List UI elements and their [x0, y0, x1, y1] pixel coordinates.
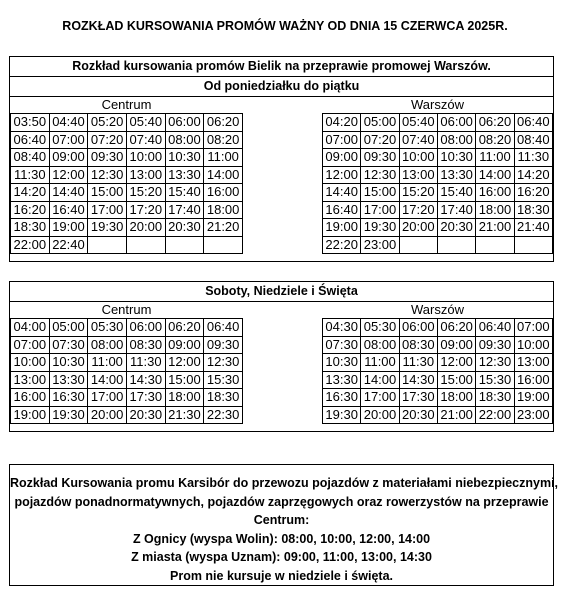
- time-cell: 13:30: [49, 371, 88, 389]
- time-cell: 19:30: [323, 406, 361, 424]
- weekend-schedule: [9, 281, 554, 432]
- time-cell: 04:00: [11, 319, 50, 337]
- time-cell: 06:00: [437, 114, 475, 132]
- time-cell: 11:30: [399, 354, 437, 372]
- time-cell: 10:00: [399, 149, 437, 167]
- time-cell: 08:00: [361, 336, 399, 354]
- table-row: [323, 406, 553, 424]
- time-cell: 07:20: [88, 131, 127, 149]
- time-cell: 19:00: [323, 219, 361, 237]
- time-cell: 08:40: [514, 131, 552, 149]
- time-cell: 15:00: [165, 371, 204, 389]
- time-cell: [476, 236, 514, 254]
- time-cell: 18:30: [514, 201, 552, 219]
- weekday-right-table: [322, 113, 553, 254]
- time-cell: 06:40: [204, 319, 243, 337]
- time-cell: 09:30: [204, 336, 243, 354]
- time-cell: 05:30: [361, 319, 399, 337]
- time-cell: 12:30: [88, 166, 127, 184]
- time-cell: 13:00: [514, 354, 552, 372]
- time-cell: 05:40: [399, 114, 437, 132]
- time-cell: 08:40: [11, 149, 50, 167]
- time-cell: 06:20: [437, 319, 475, 337]
- time-cell: 19:30: [361, 219, 399, 237]
- time-cell: 04:20: [323, 114, 361, 132]
- time-cell: 15:30: [204, 371, 243, 389]
- table-row: [11, 354, 243, 372]
- table-row: [323, 201, 553, 219]
- table-row: [11, 389, 243, 407]
- time-cell: 20:30: [399, 406, 437, 424]
- weekday-period: Od poniedziałku do piątku: [10, 77, 553, 97]
- time-cell: 12:30: [204, 354, 243, 372]
- time-cell: 18:00: [437, 389, 475, 407]
- time-cell: 16:20: [514, 184, 552, 202]
- time-cell: 10:30: [323, 354, 361, 372]
- time-cell: 07:00: [514, 319, 552, 337]
- weekday-left-label: Centrum: [101, 97, 152, 112]
- time-cell: 13:30: [437, 166, 475, 184]
- time-cell: 10:30: [165, 149, 204, 167]
- time-cell: 11:00: [476, 149, 514, 167]
- time-cell: 16:30: [323, 389, 361, 407]
- time-cell: [126, 236, 165, 254]
- time-cell: 14:00: [88, 371, 127, 389]
- time-cell: 07:40: [126, 131, 165, 149]
- time-cell: 09:30: [88, 149, 127, 167]
- time-cell: 20:30: [126, 406, 165, 424]
- time-cell: 18:00: [476, 201, 514, 219]
- time-cell: 14:40: [323, 184, 361, 202]
- time-cell: 09:30: [476, 336, 514, 354]
- time-cell: 22:40: [49, 236, 88, 254]
- time-cell: 07:30: [49, 336, 88, 354]
- time-cell: 06:20: [165, 319, 204, 337]
- time-cell: 06:00: [165, 114, 204, 132]
- time-cell: 15:00: [361, 184, 399, 202]
- table-row: [323, 354, 553, 372]
- time-cell: 15:20: [126, 184, 165, 202]
- time-cell: 04:40: [49, 114, 88, 132]
- table-row: [323, 166, 553, 184]
- time-cell: 16:00: [11, 389, 50, 407]
- time-cell: 11:00: [88, 354, 127, 372]
- weekend-right-label: Warszów: [411, 302, 464, 317]
- time-cell: 06:20: [476, 114, 514, 132]
- time-cell: 13:30: [165, 166, 204, 184]
- weekend-columns: [10, 302, 553, 430]
- time-cell: 18:00: [165, 389, 204, 407]
- time-cell: 10:00: [11, 354, 50, 372]
- time-cell: 12:00: [49, 166, 88, 184]
- time-cell: 21:00: [437, 406, 475, 424]
- time-cell: 14:40: [49, 184, 88, 202]
- time-cell: 14:30: [399, 371, 437, 389]
- time-cell: 05:20: [88, 114, 127, 132]
- time-cell: 23:00: [361, 236, 399, 254]
- time-cell: 14:20: [514, 166, 552, 184]
- time-cell: 19:30: [49, 406, 88, 424]
- karsibor-line-6: Prom nie kursuje w niedziele i święta.: [170, 568, 393, 583]
- time-cell: 03:50: [11, 114, 50, 132]
- time-cell: 17:00: [361, 389, 399, 407]
- time-cell: 21:40: [514, 219, 552, 237]
- time-cell: 14:20: [11, 184, 50, 202]
- time-cell: 15:00: [437, 371, 475, 389]
- time-cell: 07:00: [323, 131, 361, 149]
- time-cell: 08:20: [204, 131, 243, 149]
- time-cell: 08:20: [476, 131, 514, 149]
- time-cell: 17:40: [437, 201, 475, 219]
- time-cell: 09:30: [361, 149, 399, 167]
- time-cell: 11:30: [126, 354, 165, 372]
- time-cell: 12:00: [437, 354, 475, 372]
- time-cell: 16:40: [323, 201, 361, 219]
- time-cell: 13:30: [323, 371, 361, 389]
- time-cell: 09:00: [323, 149, 361, 167]
- time-cell: 13:00: [126, 166, 165, 184]
- time-cell: 12:30: [361, 166, 399, 184]
- time-cell: 19:00: [514, 389, 552, 407]
- weekend-period: Soboty, Niedziele i Święta: [10, 282, 553, 302]
- time-cell: 07:40: [399, 131, 437, 149]
- table-row: [11, 319, 243, 337]
- time-cell: 12:00: [323, 166, 361, 184]
- time-cell: 05:00: [49, 319, 88, 337]
- time-cell: 07:20: [361, 131, 399, 149]
- table-row: [11, 166, 243, 184]
- table-row: [323, 114, 553, 132]
- page-title: ROZKŁAD KURSOWANIA PROMÓW WAŻNY OD DNIA 15 CZERWCA 2025R.: [62, 19, 508, 33]
- time-cell: 20:30: [437, 219, 475, 237]
- time-cell: 22:20: [323, 236, 361, 254]
- time-cell: [514, 236, 552, 254]
- time-cell: 17:00: [361, 201, 399, 219]
- time-cell: 09:00: [437, 336, 475, 354]
- time-cell: 08:30: [399, 336, 437, 354]
- time-cell: 07:30: [323, 336, 361, 354]
- karsibor-line-2: pojazdów ponadnormatywnych, pojazdów zaprzęgowych oraz rowerzystów na przeprawie: [14, 494, 549, 509]
- time-cell: 17:40: [165, 201, 204, 219]
- time-cell: 15:40: [437, 184, 475, 202]
- time-cell: 10:30: [49, 354, 88, 372]
- time-cell: 21:00: [476, 219, 514, 237]
- time-cell: 19:00: [49, 219, 88, 237]
- weekday-columns: [10, 97, 553, 261]
- time-cell: 16:20: [11, 201, 50, 219]
- time-cell: 13:00: [11, 371, 50, 389]
- time-cell: 22:00: [11, 236, 50, 254]
- weekday-schedule: [9, 56, 554, 262]
- time-cell: 18:00: [204, 201, 243, 219]
- time-cell: 10:00: [514, 336, 552, 354]
- time-cell: 05:40: [126, 114, 165, 132]
- time-cell: 05:30: [88, 319, 127, 337]
- time-cell: 11:30: [11, 166, 50, 184]
- table-row: [11, 131, 243, 149]
- weekday-header: Rozkład kursowania promów Bielik na przeprawie promowej Warszów.: [10, 57, 553, 77]
- weekend-left-table: [10, 318, 243, 424]
- time-cell: 14:00: [476, 166, 514, 184]
- time-cell: 20:30: [165, 219, 204, 237]
- time-cell: 16:00: [204, 184, 243, 202]
- karsibor-line-4: Z Ognicy (wyspa Wolin): 08:00, 10:00, 12:00, 14:00: [132, 531, 431, 546]
- time-cell: 21:20: [204, 219, 243, 237]
- time-cell: 08:00: [437, 131, 475, 149]
- time-cell: 20:00: [126, 219, 165, 237]
- table-row: [11, 201, 243, 219]
- time-cell: 21:30: [165, 406, 204, 424]
- time-cell: 11:00: [361, 354, 399, 372]
- time-cell: 18:30: [204, 389, 243, 407]
- weekend-left-label: Centrum: [101, 302, 152, 317]
- time-cell: 19:30: [88, 219, 127, 237]
- table-row: [323, 219, 553, 237]
- time-cell: 17:00: [88, 201, 127, 219]
- time-cell: 17:00: [88, 389, 127, 407]
- time-cell: 14:00: [204, 166, 243, 184]
- table-row: [323, 149, 553, 167]
- table-row: [11, 336, 243, 354]
- time-cell: 10:00: [126, 149, 165, 167]
- time-cell: 15:30: [476, 371, 514, 389]
- time-cell: 10:30: [437, 149, 475, 167]
- time-cell: 06:00: [399, 319, 437, 337]
- time-cell: 17:30: [126, 389, 165, 407]
- time-cell: 15:20: [399, 184, 437, 202]
- table-row: [323, 184, 553, 202]
- time-cell: [437, 236, 475, 254]
- time-cell: 17:30: [399, 389, 437, 407]
- time-cell: 12:30: [476, 354, 514, 372]
- time-cell: 18:30: [476, 389, 514, 407]
- time-cell: 13:00: [399, 166, 437, 184]
- time-cell: 20:00: [399, 219, 437, 237]
- time-cell: 08:00: [88, 336, 127, 354]
- table-row: [11, 184, 243, 202]
- karsibor-line-5: Z miasta (wyspa Uznam): 09:00, 11:00, 13:00, 14:30: [131, 550, 432, 564]
- time-cell: 09:00: [165, 336, 204, 354]
- time-cell: 11:00: [204, 149, 243, 167]
- time-cell: 07:00: [11, 336, 50, 354]
- time-cell: 12:00: [165, 354, 204, 372]
- time-cell: 16:00: [514, 371, 552, 389]
- time-cell: 20:00: [361, 406, 399, 424]
- time-cell: 08:00: [165, 131, 204, 149]
- time-cell: 17:20: [126, 201, 165, 219]
- time-cell: 14:30: [126, 371, 165, 389]
- time-cell: 06:40: [476, 319, 514, 337]
- time-cell: 14:00: [361, 371, 399, 389]
- table-row: [11, 219, 243, 237]
- table-row: [323, 319, 553, 337]
- time-cell: 05:00: [361, 114, 399, 132]
- table-row: [323, 131, 553, 149]
- time-cell: 11:30: [514, 149, 552, 167]
- time-cell: 06:40: [11, 131, 50, 149]
- time-cell: 15:40: [165, 184, 204, 202]
- time-cell: 06:40: [514, 114, 552, 132]
- karsibor-info: [9, 464, 559, 586]
- time-cell: 22:00: [476, 406, 514, 424]
- time-cell: 08:30: [126, 336, 165, 354]
- time-cell: [204, 236, 243, 254]
- time-cell: 07:00: [49, 131, 88, 149]
- weekend-right-table: [322, 318, 553, 424]
- time-cell: 04:30: [323, 319, 361, 337]
- time-cell: 23:00: [514, 406, 552, 424]
- time-cell: 16:00: [476, 184, 514, 202]
- time-cell: 16:30: [49, 389, 88, 407]
- weekday-left-table: [10, 113, 243, 254]
- time-cell: 22:30: [204, 406, 243, 424]
- table-row: [11, 149, 243, 167]
- time-cell: 09:00: [49, 149, 88, 167]
- table-row: [11, 236, 243, 254]
- time-cell: 15:00: [88, 184, 127, 202]
- weekday-right-label: Warszów: [411, 97, 464, 112]
- time-cell: 16:40: [49, 201, 88, 219]
- table-row: [323, 389, 553, 407]
- time-cell: [165, 236, 204, 254]
- karsibor-line-3: Centrum:: [253, 513, 310, 527]
- time-cell: [399, 236, 437, 254]
- time-cell: 19:00: [11, 406, 50, 424]
- table-row: [323, 371, 553, 389]
- time-cell: 06:00: [126, 319, 165, 337]
- time-cell: 06:20: [204, 114, 243, 132]
- time-cell: [88, 236, 127, 254]
- table-row: [11, 114, 243, 132]
- table-row: [323, 236, 553, 254]
- time-cell: 17:20: [399, 201, 437, 219]
- time-cell: 20:00: [88, 406, 127, 424]
- time-cell: 18:30: [11, 219, 50, 237]
- table-row: [11, 406, 243, 424]
- table-row: [323, 336, 553, 354]
- table-row: [11, 371, 243, 389]
- karsibor-line-1: Rozkład Kursowania promu Karsibór do przewozu pojazdów z materiałami niebezpiecznymi,: [10, 476, 559, 490]
